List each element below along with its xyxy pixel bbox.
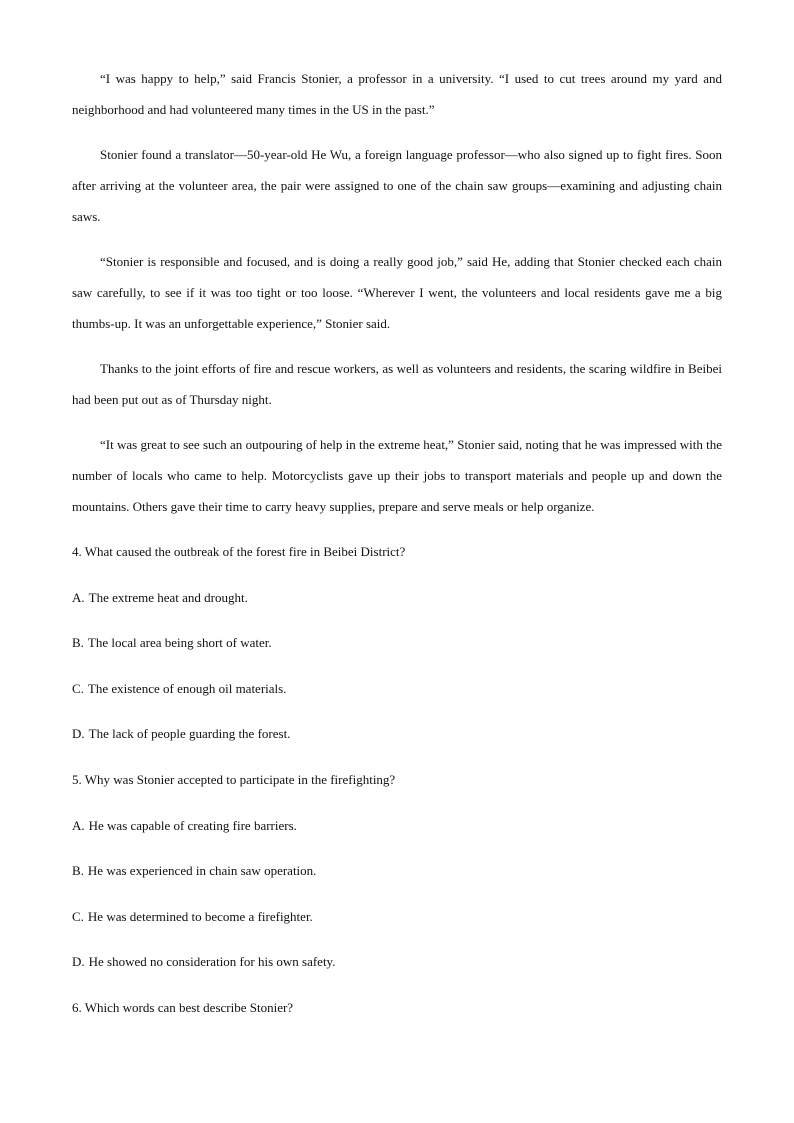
option-letter: B. [72, 635, 84, 651]
option-letter: B. [72, 863, 84, 879]
option-letter: D. [72, 726, 85, 742]
option-b [72, 855, 722, 886]
option-d [72, 718, 722, 749]
option-letter: A. [72, 589, 85, 605]
question-4 [72, 536, 722, 749]
option-text: The local area being short of water. [87, 635, 272, 651]
option-letter: C. [72, 680, 84, 696]
option-text: He was experienced in chain saw operation. [87, 863, 317, 879]
option-c [72, 901, 722, 932]
option-letter: D. [72, 954, 85, 970]
option-text: He showed no consideration for his own safety. [88, 954, 336, 970]
option-letter: A. [72, 817, 85, 833]
question-5 [72, 764, 722, 977]
option-a [72, 810, 722, 841]
question-stem: 6. Which words can best describe Stonier? [72, 999, 294, 1015]
passage-paragraph-2: Stonier found a translator—50-year-old He Wu, a foreign language professor—who also signed up to fight fires. Soon after arriving at the volunteer area, the pair were assigned to one of the chain saw groups—examining and adjusting chain saws. [72, 147, 722, 224]
option-text: The existence of enough oil materials. [87, 680, 287, 696]
option-a [72, 582, 722, 613]
question-6 [72, 992, 722, 1023]
option-text: He was capable of creating fire barriers. [88, 817, 297, 833]
option-d [72, 946, 722, 977]
passage-paragraph-1: “I was happy to help,” said Francis Stonier, a professor in a university. “I used to cut trees around my yard and neighborhood and had volunteered many times in the US in the past.” [72, 71, 722, 117]
option-text: The extreme heat and drought. [88, 589, 248, 605]
option-c [72, 673, 722, 704]
passage-paragraph-5: “It was great to see such an outpouring of help in the extreme heat,” Stonier said, noting that he was impressed with the number of locals who came to help. Motorcyclists gave up their jobs to transport materials and people up and down the mountains. Others gave their time to carry heavy supplies, prepare and serve meals or help organize. [72, 437, 722, 514]
question-stem: 5. Why was Stonier accepted to participate in the firefighting? [72, 771, 396, 787]
question-stem: 4. What caused the outbreak of the forest fire in Beibei District? [72, 544, 406, 559]
option-text: The lack of people guarding the forest. [88, 726, 291, 742]
option-letter: C. [72, 908, 84, 924]
option-text: He was determined to become a firefighter. [87, 908, 313, 924]
passage-paragraph-4: Thanks to the joint efforts of fire and rescue workers, as well as volunteers and residents, the scaring wildfire in Beibei had been put out as of Thursday night. [72, 361, 722, 407]
option-b [72, 627, 722, 658]
document-page [72, 63, 722, 1038]
passage-paragraph-3: “Stonier is responsible and focused, and is doing a really good job,” said He, adding that Stonier checked each chain saw carefully, to see if it was too tight or too loose. “Wherever I went, the volunteers and local residents gave me a big thumbs-up. It was an unforgettable experience,” Stonier said. [72, 254, 722, 331]
